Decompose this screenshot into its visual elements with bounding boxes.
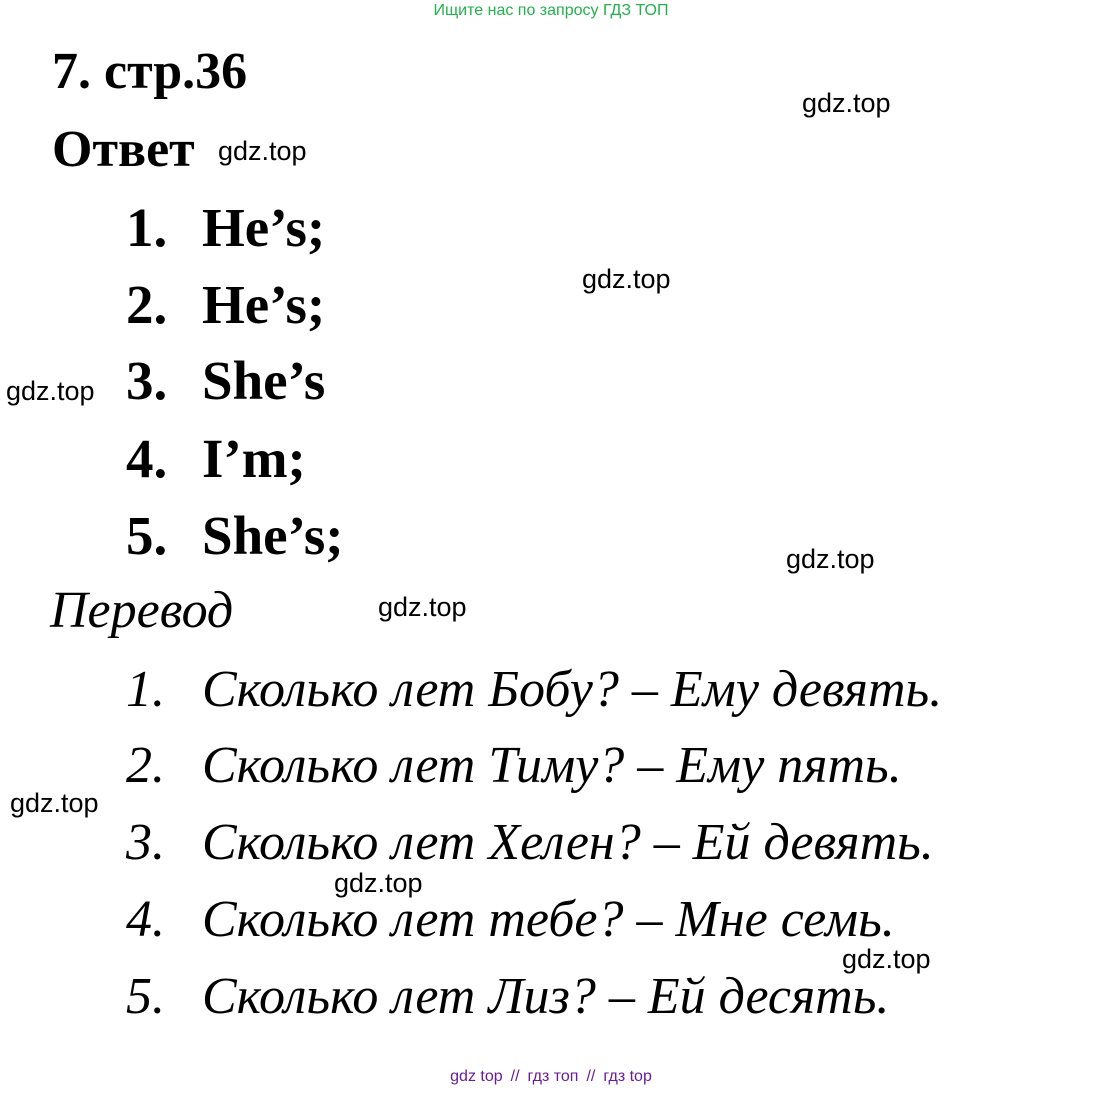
answer-item <box>126 427 306 491</box>
task-title: 7. стр.36 <box>52 43 248 100</box>
answer-item-number: 3. <box>126 350 168 411</box>
answer-item-number: 5. <box>126 505 168 566</box>
watermark: gdz.top <box>802 88 891 118</box>
watermark: gdz.top <box>334 868 423 898</box>
footer-separator: // <box>510 1068 520 1085</box>
answer-item-text: I’m; <box>202 428 306 489</box>
watermark: gdz.top <box>6 376 95 406</box>
footer-links <box>0 1068 1102 1086</box>
answer-item-text: She’s; <box>202 505 344 566</box>
translation-item <box>126 735 902 797</box>
answer-item <box>126 273 325 337</box>
translation-item <box>126 659 942 721</box>
watermark: gdz.top <box>218 136 307 166</box>
translation-item-text: Сколько лет Лиз? – Ей десять. <box>202 968 890 1025</box>
translation-item <box>126 812 934 874</box>
translation-item-number: 1. <box>126 661 165 718</box>
watermark: gdz.top <box>10 788 99 818</box>
footer-link-gdz-top[interactable]: gdz top <box>450 1068 503 1085</box>
answer-item-text: He’s; <box>202 197 326 258</box>
translation-item <box>126 889 895 951</box>
answer-item <box>126 196 325 260</box>
top-banner: Ищите нас по запросу ГДЗ ТОП <box>433 2 669 19</box>
translation-item-number: 4. <box>126 891 165 948</box>
translation-item-text: Сколько лет Хелен? – Ей девять. <box>202 814 934 871</box>
answer-item <box>126 349 325 413</box>
footer-link-gdz-top-mixed[interactable]: гдз top <box>603 1068 652 1085</box>
translation-item-text: Сколько лет Бобу? – Ему девять. <box>202 661 943 718</box>
answer-item <box>126 504 344 568</box>
answer-item-text: She’s <box>202 350 326 411</box>
watermark: gdz.top <box>378 592 467 622</box>
watermark: gdz.top <box>786 544 875 574</box>
translation-item-number: 2. <box>126 737 165 794</box>
translation-item <box>126 966 889 1028</box>
watermark: gdz.top <box>582 264 671 294</box>
footer-link-gdz-top-ru[interactable]: гдз топ <box>527 1068 579 1085</box>
translation-item-text: Сколько лет Тиму? – Ему пять. <box>202 737 902 794</box>
answer-item-number: 2. <box>126 274 168 335</box>
translation-heading: Перевод <box>50 582 234 639</box>
answer-item-number: 4. <box>126 428 168 489</box>
translation-item-text: Сколько лет тебе? – Мне семь. <box>202 891 895 948</box>
answer-item-text: He’s; <box>202 274 326 335</box>
footer-separator: // <box>586 1068 596 1085</box>
watermark: gdz.top <box>842 944 931 974</box>
answer-heading: Ответ <box>52 121 195 178</box>
translation-item-number: 3. <box>126 814 165 871</box>
translation-item-number: 5. <box>126 968 165 1025</box>
answer-item-number: 1. <box>126 197 168 258</box>
